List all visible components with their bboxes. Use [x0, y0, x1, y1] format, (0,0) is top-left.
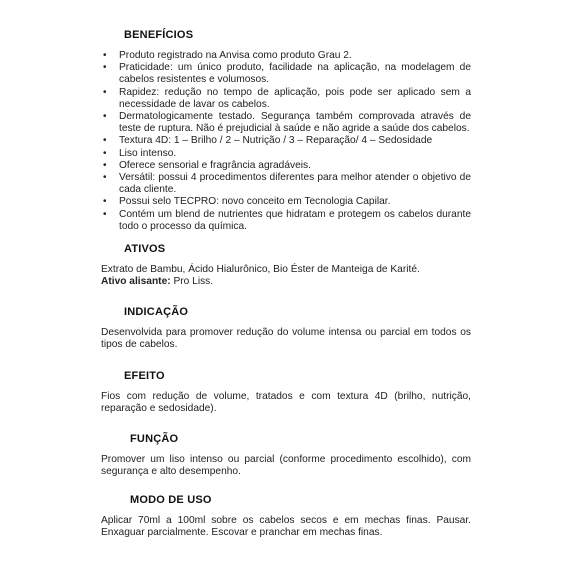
- efeito-heading: EFEITO: [124, 370, 165, 382]
- beneficio-item: • Versátil: possui 4 procedimentos diferentes para melhor atender o objetivo de cada cliente.: [101, 172, 471, 196]
- ativos-heading: ATIVOS: [124, 243, 166, 255]
- beneficios-list: [101, 50, 471, 233]
- beneficio-item: • Possui selo TECPRO: novo conceito em Tecnologia Capilar.: [101, 196, 471, 208]
- beneficio-item: • Textura 4D: 1 – Brilho / 2 – Nutrição / 3 – Reparação/ 4 – Sedosidade: [101, 135, 471, 147]
- beneficio-item: • Dermatologicamente testado. Segurança também comprovada através de teste de ruptura. Não é prejudicial à saúde e não agride a saúde dos cabelos.: [101, 111, 471, 135]
- modo-de-uso-heading: MODO DE USO: [130, 494, 212, 506]
- ativo-alisante-line: [101, 276, 471, 288]
- beneficio-item: • Contém um blend de nutrientes que hidratam e protegem os cabelos durante todo o processo da química.: [101, 209, 471, 233]
- funcao-text: Promover um liso intenso ou parcial (conforme procedimento escolhido), com segurança e alto desempenho.: [101, 454, 471, 478]
- ativo-alisante-value: Pro Liss.: [170, 276, 214, 287]
- indicacao-text: Desenvolvida para promover redução do volume intensa ou parcial em todos os tipos de cabelos.: [101, 327, 471, 351]
- beneficio-item: • Praticidade: um único produto, facilidade na aplicação, na modelagem de cabelos resistentes e volumosos.: [101, 62, 471, 86]
- ativo-alisante-label: Ativo alisante:: [101, 276, 171, 287]
- beneficio-item: • Oferece sensorial e fragrância agradáveis.: [101, 160, 471, 172]
- ativos-text: Extrato de Bambu, Ácido Hialurônico, Bio Éster de Manteiga de Karité.: [101, 264, 420, 275]
- beneficio-item: • Rapidez: redução no tempo de aplicação, pois pode ser aplicado sem a necessidade de lavar os cabelos.: [101, 87, 471, 111]
- beneficios-heading: BENEFÍCIOS: [124, 29, 194, 41]
- efeito-text: Fios com redução de volume, tratados e com textura 4D (brilho, nutrição, reparação e sedosidade).: [101, 391, 471, 415]
- indicacao-heading: INDICAÇÃO: [124, 306, 189, 318]
- beneficio-item: • Produto registrado na Anvisa como produto Grau 2.: [101, 50, 471, 62]
- modo-de-uso-text: Aplicar 70ml a 100ml sobre os cabelos secos e em mechas finas. Pausar. Enxaguar parcialmente. Escovar e pranchar em mechas finas.: [101, 515, 471, 539]
- beneficio-item: • Liso intenso.: [101, 148, 471, 160]
- funcao-heading: FUNÇÃO: [130, 433, 179, 445]
